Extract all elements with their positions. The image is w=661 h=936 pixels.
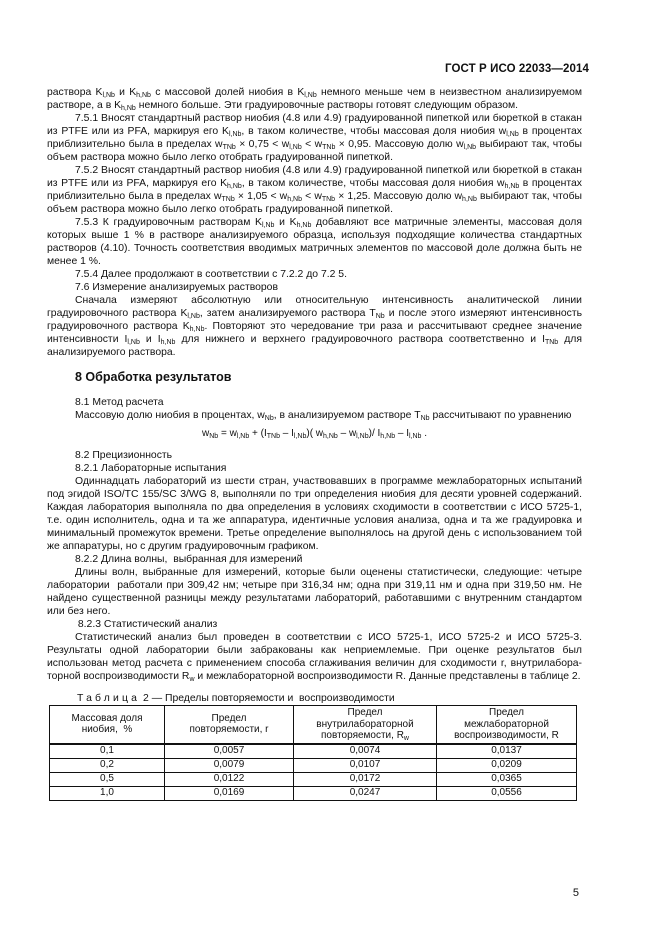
subheading-8-2-3: 8.2.3 Статистический анализ	[75, 619, 218, 630]
table-cell: 0,1	[50, 744, 165, 759]
table-header-row	[50, 706, 577, 744]
table-row	[50, 758, 577, 772]
table-row	[50, 744, 577, 759]
paragraph-8-1: Массовую долю ниобия в процентах, $w_{Nb}$, в анализируемом растворе $T_{Nb}$ рассчитывают по уравнению	[75, 410, 572, 422]
table-caption-text: — Пределы повторяемости и воспроизводимости	[151, 693, 395, 704]
precision-table	[49, 705, 577, 801]
subheading-8-2-2: 8.2.2 Длина волны, выбранная для измерений	[75, 554, 303, 565]
paragraph-7-5-4: 7.5.4 Далее продолжают в соответствии с 7.2.2 до 7.2 5.	[75, 269, 347, 280]
table-cell: 0,0074	[294, 744, 437, 759]
col-header-reproducibility: Предел межлабораторной воспроизводимости, R	[437, 706, 577, 744]
table-caption-word: Таблица	[77, 693, 141, 704]
table-cell: 0,0079	[165, 758, 294, 772]
table-caption	[77, 692, 582, 705]
table-cell: 0,0247	[294, 786, 437, 800]
paragraph-8-2-3: Статистический анализ был проведен в соответствии с ИСО 5725-1, ИСО 5725-2 и ИСО 5725-3. Результаты одной лаборатории были забракованы как неприемлемые. При оценке результатов был использован метод расчета с применением способа сглаживания величин для сходимости r, внутрилабора-торной воспроизводимости $R_w$ и межлабораторной воспроизводимости R. Данные представлены в таблице 2.	[47, 632, 582, 683]
table-cell: 1,0	[50, 786, 165, 800]
table-cell: 0,0169	[165, 786, 294, 800]
table-row	[50, 786, 577, 800]
equation: $w_{Nb} = w_{l,Nb} + (I_{TNb} - I_{l,Nb})$( $w_{h,Nb} - w_{l,Nb})/$ $I_{h,Nb} - I_{l,Nb}$ .	[201, 428, 428, 440]
table-cell: 0,0556	[437, 786, 577, 800]
col-header-repeatability: Предел повторяемости, r	[165, 706, 294, 744]
paragraph-8-2-1: Одиннадцать лабораторий из шести стран, участвовавших в программе межлабораторных испытаний под эгидой ISO/TC 155/SC 3/WG 8, выполняли по три определения ниобия для десяти уровней содержаний. Каждая лаборатория выполняла по два определения в условиях сходимости в соответствии с ИСО 5725-1, т.е. один исполнитель, одна и та же аппаратура, идентичные условия анализа, одна и та же градуировка и минимальный промежуток времени. Третье определение выполнялось на другой день с использованием той же аппаратуры, но с другим градуировочным графиком.	[47, 476, 582, 552]
table-cell: 0,0107	[294, 758, 437, 772]
table-cell: 0,5	[50, 772, 165, 786]
paragraph-7-6: Сначала измеряют абсолютную или относительную интенсивность аналитической линии градуировочного раствора $K_{l,Nb}$, затем анализируемого раствора $T_{Nb}$ и после этого измеряют интенсивность градуировочного раствора $K_{h,Nb}$. Повторяют это чередование три раза и рассчитывают среднее значение интенсивности $I_{l,Nb}$ и $I_{h,Nb}$ для нижнего и верхнего градуировочного раствора соответственно и $I_{TNb}$ для анализируемого раствора.	[47, 295, 582, 358]
table-cell: 0,0122	[165, 772, 294, 786]
table-row	[50, 772, 577, 786]
table-cell: 0,0137	[437, 744, 577, 759]
page-number: 5	[572, 887, 579, 899]
section-heading-8: 8 Обработка результатов	[75, 370, 232, 384]
paragraph-7-5-3: 7.5.3 К градуировочным растворам $K_{l,Nb}$ и $K_{h,Nb}$ добавляют все матричные элементы, массовая доля которых выше 1 % в растворе анализируемого образца, используя подходящие количества стандартных растворов (4.10). Точность соответствия вводимых матричных элементов по массовой доле должна быть не менее 1 %.	[47, 217, 582, 267]
table-caption-number: 2	[143, 693, 149, 704]
col-header-mass-fraction: Массовая доля ниобия, %	[50, 706, 165, 744]
paragraph-8-2-2: Длины волн, выбранные для измерений, которые были оценены статистически, следующие: четыре лаборатории работали при 309,42 нм; четыре при 316,34 нм; одна при 319,11 нм и одна при 319,50 нм. Не найдено существенной разницы между результатами лабораторий, работавшими с внутренним стандартом или без него.	[47, 567, 582, 617]
standard-id: ГОСТ Р ИСО 22033—2014	[444, 63, 589, 75]
document-body	[47, 86, 582, 801]
subheading-8-1: 8.1 Метод расчета	[75, 397, 164, 408]
table-cell: 0,0057	[165, 744, 294, 759]
table-cell: 0,2	[50, 758, 165, 772]
paragraph: раствора $K_{l,Nb}$ и $K_{h,Nb}$ с массовой долей ниобия в $K_{l,Nb}$ немного меньше чем в неизвестном анализируемом растворе, а в $K_{h,Nb}$ немного больше. Эти градуировочные растворы готовят следующим образом.	[47, 87, 582, 112]
subheading-7-6: 7.6 Измерение анализируемых растворов	[75, 282, 278, 293]
subheading-8-2-1: 8.2.1 Лабораторные испытания	[75, 463, 227, 474]
table-cell: 0,0209	[437, 758, 577, 772]
col-header-intralab: Предел внутрилабораторной повторяемости, $R_w$	[294, 706, 437, 744]
table-cell: 0,0365	[437, 772, 577, 786]
subheading-8-2: 8.2 Прецизионность	[75, 450, 173, 461]
paragraph-7-5-1: 7.5.1 Вносят стандартный раствор ниобия (4.8 или 4.9) градуированной пипеткой или бюреткой в стакан из PTFE или из PFA, маркируя его $K_{l,Nb}$, в таком количестве, чтобы массовая доля ниобия $w_{l,Nb}$ в процентах приблизительно была в пределах $w_{TNb} \times 0,75 < w_{l,Nb} < w_{TNb} \times 0,95$. Массовую долю $w_{l,Nb}$ выбирают так, чтобы объем раствора можно было легко отобрать градуированной пипеткой.	[47, 113, 582, 163]
table-cell: 0,0172	[294, 772, 437, 786]
paragraph-7-5-2: 7.5.2 Вносят стандартный раствор ниобия (4.8 или 4.9) градуированной пипеткой или бюреткой в стакан из PTFE или из PFA, маркируя его $K_{h,Nb}$, в таком количестве, чтобы массовая доля ниобия $w_{h,Nb}$ в процентах приблизительно была в пределах $w_{TNb} \times 1,05 < w_{h,Nb} < w_{TNb} \times 1,25$. Массовую долю $w_{h,Nb}$ выбирают так, чтобы объем раствора можно было легко отобрать градуированной пипеткой.	[47, 165, 582, 215]
